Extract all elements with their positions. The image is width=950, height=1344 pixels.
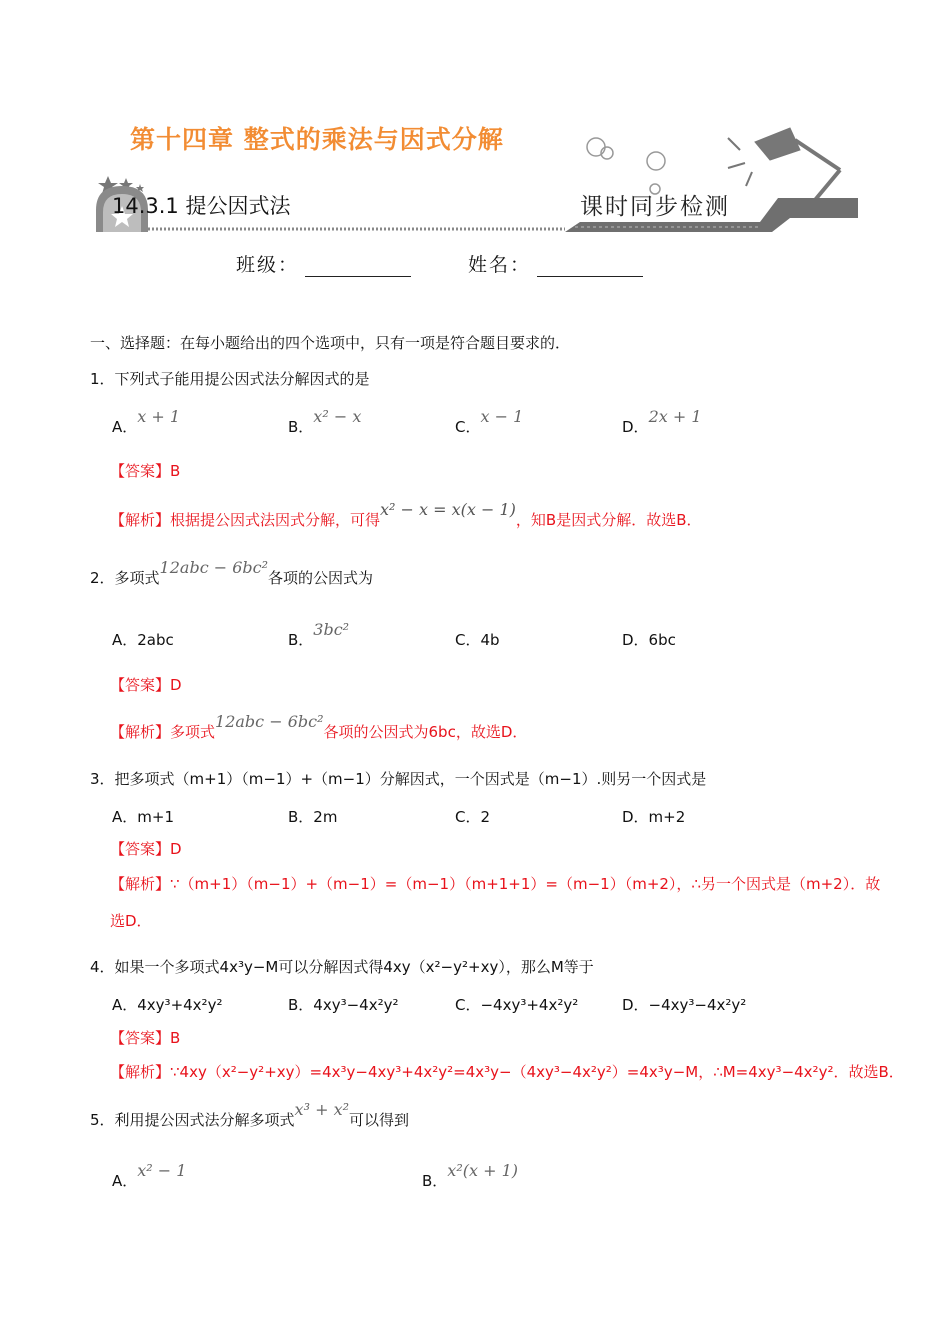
q2-option-a: A．2abc bbox=[112, 631, 174, 649]
sync-test-label: 课时同步检测 bbox=[580, 194, 730, 220]
q1-answer: 【答案】B bbox=[110, 462, 181, 480]
q3-option-d: D．m+2 bbox=[622, 808, 686, 826]
class-blank bbox=[305, 256, 411, 277]
q2-option-c: C．4b bbox=[455, 631, 500, 649]
class-label: 班级： bbox=[236, 254, 300, 276]
bubble-icon bbox=[587, 138, 605, 156]
name-label: 姓名： bbox=[468, 254, 532, 276]
q4-option-b: B．4xy³−4x²y² bbox=[288, 996, 399, 1014]
q3-analysis-line2: 选D． bbox=[110, 912, 152, 930]
question-2-stem: 2．多项式12abc − 6bc²各项的公因式为 bbox=[90, 558, 374, 587]
q4-answer: 【答案】B bbox=[110, 1029, 181, 1047]
q2-option-b: B．3bc² bbox=[288, 620, 350, 649]
q1-option-d: D．2x + 1 bbox=[622, 407, 702, 436]
q2-option-d: D．6bc bbox=[622, 631, 676, 649]
q5-option-a: A．x² − 1 bbox=[112, 1161, 187, 1190]
name-field bbox=[468, 250, 643, 277]
question-5-stem: 5．利用提公因式法分解多项式x³ + x²可以得到 bbox=[90, 1100, 410, 1129]
q2-analysis: 【解析】多项式12abc − 6bc²各项的公因式为6bc，故选D． bbox=[110, 712, 528, 741]
q3-analysis-line1: 【解析】∵（m+1）（m−1）+（m−1）=（m−1）（m+1+1）=（m−1）（m+2），∴另一个因式是（m+2）．故 bbox=[110, 875, 881, 893]
q4-option-c: C．−4xy³+4x²y² bbox=[455, 996, 579, 1014]
q2-answer: 【答案】D bbox=[110, 676, 182, 694]
q4-analysis: 【解析】∵4xy（x²−y²+xy）=4x³y−4xy³+4x²y²=4x³y−（4xy³−4x²y²）=4x³y−M，∴M=4xy³−4x²y²．故选B． bbox=[110, 1063, 904, 1081]
name-blank bbox=[537, 256, 643, 277]
q1-option-b: B．x² − x bbox=[288, 407, 362, 436]
bubble-icon bbox=[647, 152, 665, 170]
q3-answer: 【答案】D bbox=[110, 840, 182, 858]
q1-option-c: C．x − 1 bbox=[455, 407, 524, 436]
question-1-stem: 1．下列式子能用提公因式法分解因式的是 bbox=[90, 370, 370, 388]
q1-option-a: A．x + 1 bbox=[112, 407, 181, 436]
q4-option-d: D．−4xy³−4x²y² bbox=[622, 996, 747, 1014]
question-3-stem: 3．把多项式（m+1）（m−1）+（m−1）分解因式，一个因式是（m−1）.则另一个因式是 bbox=[90, 770, 707, 788]
q5-option-b: B．x²(x + 1) bbox=[422, 1161, 518, 1190]
q3-option-b: B．2m bbox=[288, 808, 338, 826]
question-4-stem: 4．如果一个多项式4x³y−M可以分解因式得4xy（x²−y²+xy），那么M等于 bbox=[90, 958, 594, 976]
section-title: 14.3.1 提公因式法 bbox=[112, 194, 291, 218]
q4-option-a: A．4xy³+4x²y² bbox=[112, 996, 223, 1014]
class-field bbox=[236, 250, 411, 277]
section-intro: 一、选择题：在每小题给出的四个选项中，只有一项是符合题目要求的． bbox=[90, 334, 571, 352]
q3-option-c: C．2 bbox=[455, 808, 491, 826]
q1-analysis: 【解析】根据提公因式法因式分解，可得x² − x = x(x − 1)，知B是因式分解．故选B． bbox=[110, 500, 702, 529]
chapter-title: 第十四章 整式的乘法与因式分解 bbox=[130, 125, 504, 154]
q3-option-a: A．m+1 bbox=[112, 808, 174, 826]
desk-lamp-icon bbox=[728, 128, 840, 200]
